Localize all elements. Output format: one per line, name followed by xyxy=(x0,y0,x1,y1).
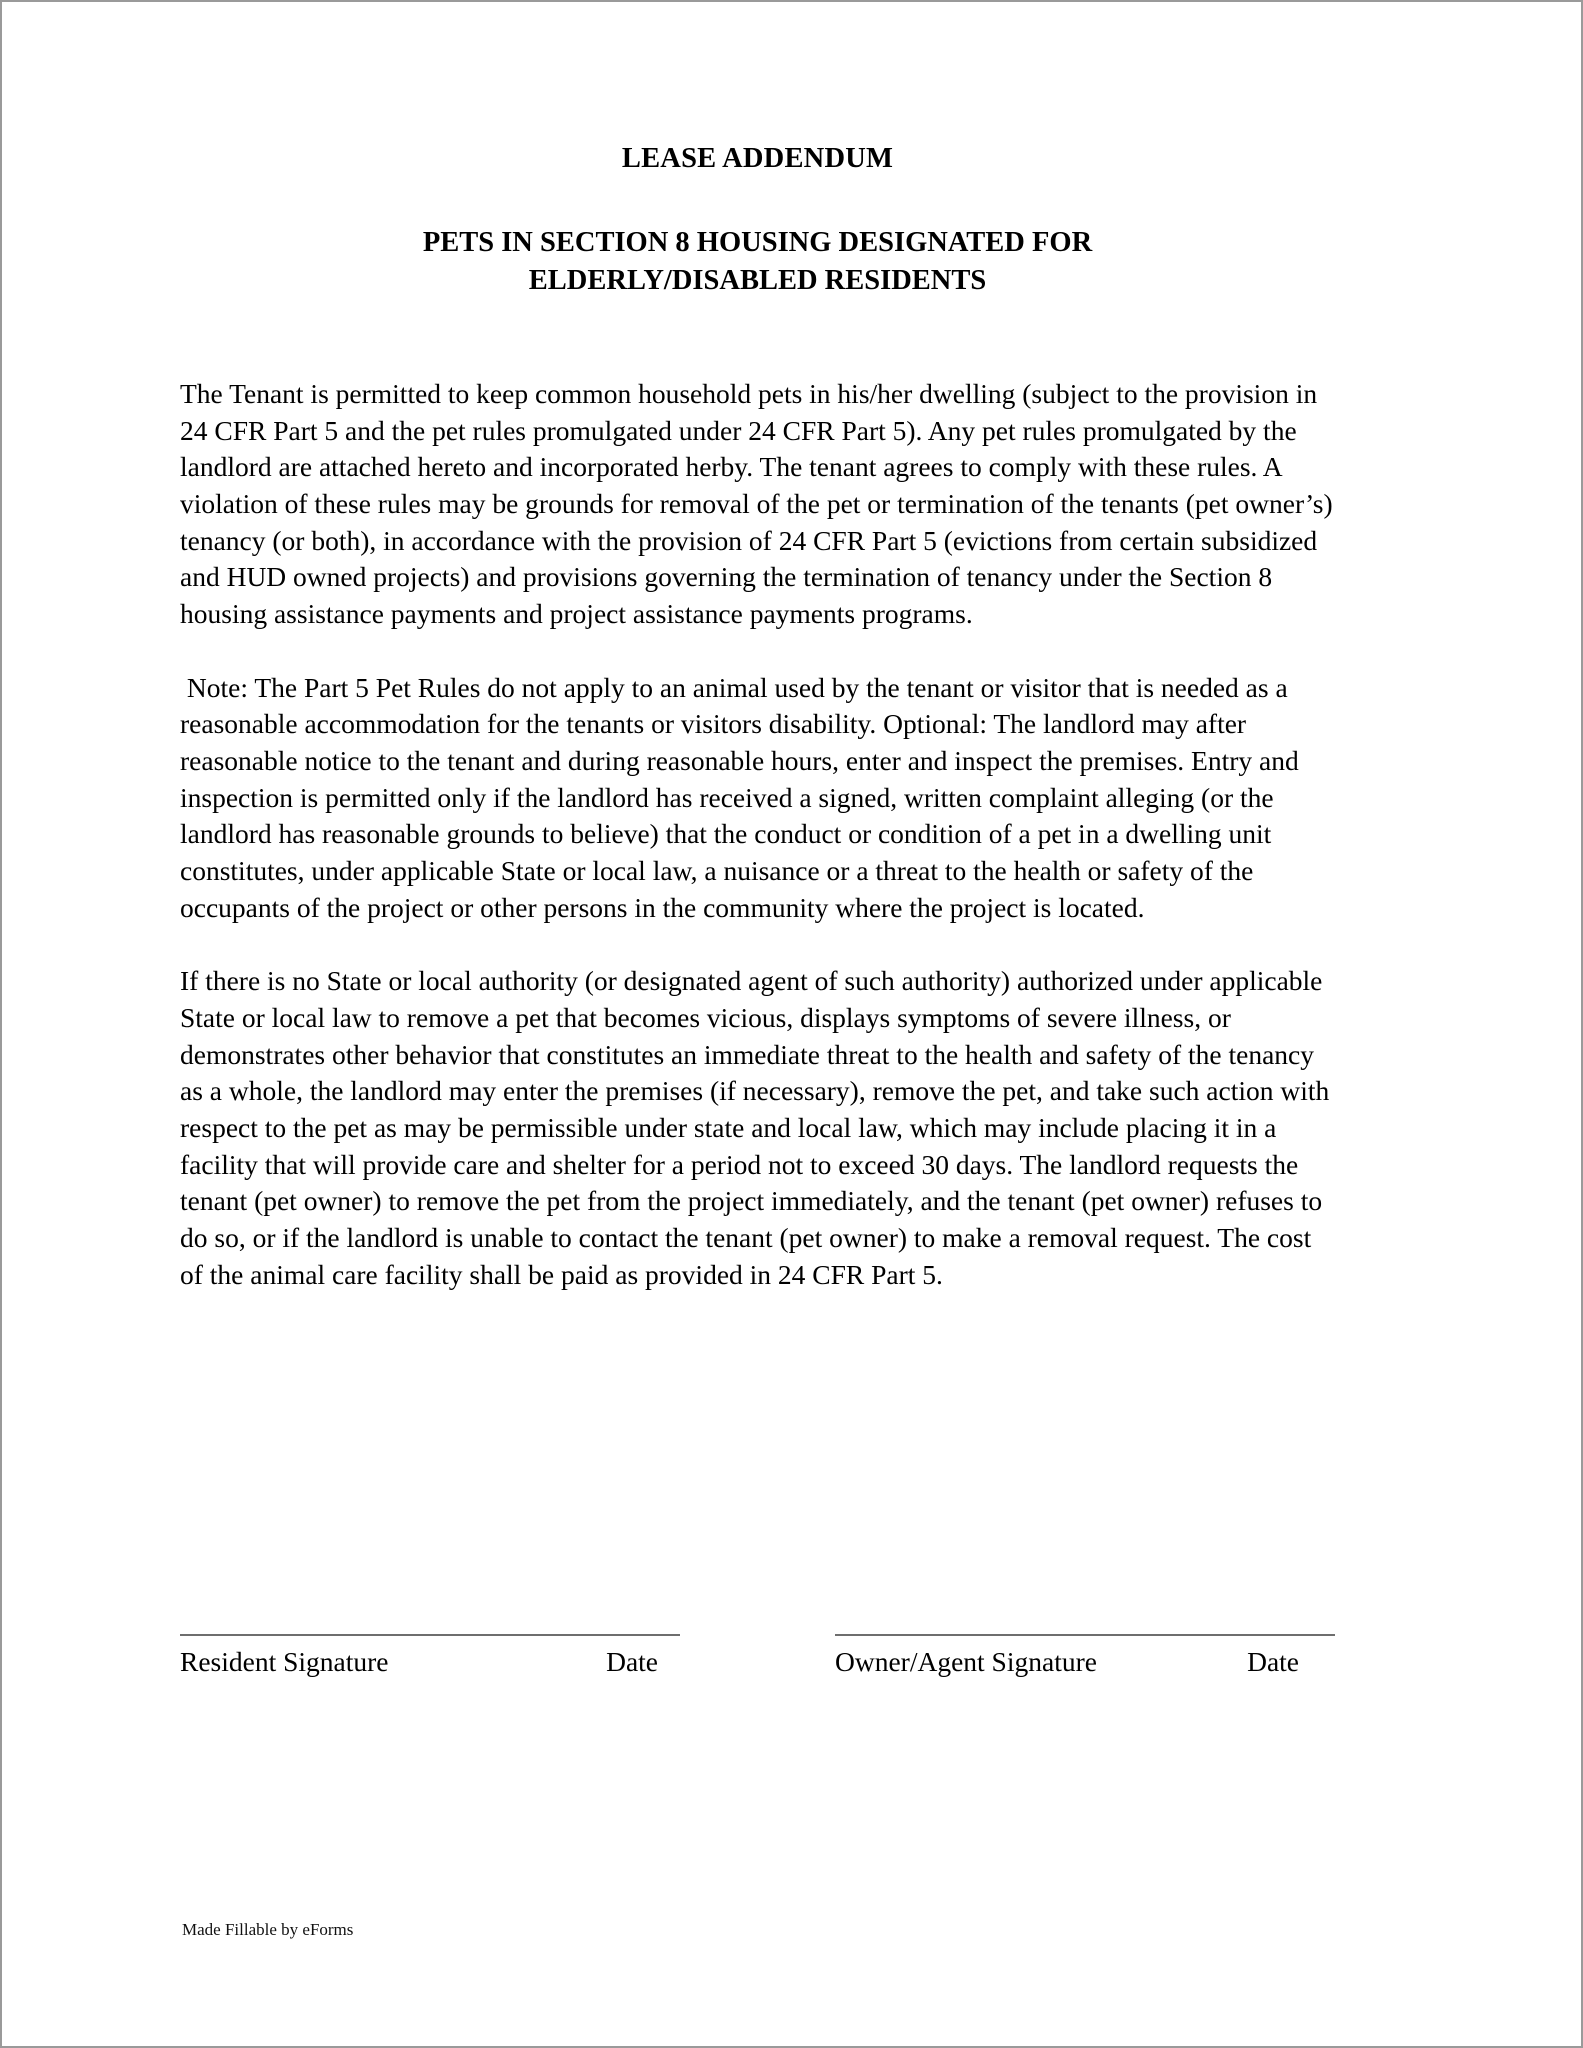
signature-area xyxy=(180,1634,1335,1680)
owner-signature-label: Owner/Agent Signature xyxy=(835,1646,1097,1677)
page-subtitle-line-1: PETS IN SECTION 8 HOUSING DESIGNATED FOR xyxy=(422,227,1093,259)
page-subtitle xyxy=(180,176,1335,300)
body-text-block xyxy=(180,300,1340,1294)
paragraph-note-part5-rules: Note: The Part 5 Pet Rules do not apply to an animal used by the tenant or visitor that is needed as a reasonable accommodation for the tenants or visitors disability. Optional: The landlord may after reasonable notice to the tenant and during reasonable hours, enter and inspect the premises. Entry and inspection is permitted only if the landlord has received a signed, written complaint alleging (or the landlord has reasonable grounds to believe) that the conduct or condition of a pet in a dwelling unit constitutes, under applicable State or local law, a nuisance or a threat to the health or safety of the occupants of the project or other persons in the community where the project is located. xyxy=(180,671,1306,923)
owner-date-label: Date xyxy=(1247,1646,1299,1677)
paragraph-no-state-authority: If there is no State or local authority (or designated agent of such authority) authorized under applicable State or local law to remove a pet that becomes vicious, displays symptoms of severe illness, or demonstrates other behavior that constitutes an immediate threat to the health and safety of the tenancy as a whole, the landlord may enter the premises (if necessary), remove the pet, and take such action with respect to the pet as may be permissible under state and local law, which may include placing it in a facility that will provide care and shelter for a period not to exceed 30 days. The landlord requests the tenant (pet owner) to remove the pet from the project immediately, and the tenant (pet owner) refuses to do so, or if the landlord is unable to contact the tenant (pet owner) to make a removal request. The cost of the animal care facility shall be paid as provided in 24 CFR Part 5. xyxy=(180,965,1337,1290)
resident-signature-block xyxy=(180,1634,680,1680)
resident-signature-labels xyxy=(180,1636,680,1680)
resident-signature-label: Resident Signature xyxy=(180,1646,389,1677)
signature-row xyxy=(180,1634,1335,1680)
owner-signature-labels xyxy=(835,1636,1335,1680)
page-subtitle-line-2: ELDERLY/DISABLED RESIDENTS xyxy=(528,265,987,297)
page-title: LEASE ADDENDUM xyxy=(621,143,894,174)
document-body xyxy=(180,2,1340,1294)
paragraph-permitted-pets: The Tenant is permitted to keep common household pets in his/her dwelling (subject to the provision in 24 CFR Part 5 and the pet rules promulgated under 24 CFR Part 5). Any pet rules promulgated by the landlord are attached hereto and incorporated herby. The tenant agrees to comply with these rules. A violation of these rules may be grounds for removal of the pet or termination of the tenants (pet owner’s) tenancy (or both), in accordance with the provision of 24 CFR Part 5 (evictions from certain subsidized and HUD owned projects) and provisions governing the termination of tenancy under the Section 8 housing assistance payments and project assistance payments programs. xyxy=(180,377,1340,630)
owner-signature-block xyxy=(835,1634,1335,1680)
resident-date-label: Date xyxy=(606,1646,658,1677)
footer-credit: Made Fillable by eForms xyxy=(182,1920,354,1939)
